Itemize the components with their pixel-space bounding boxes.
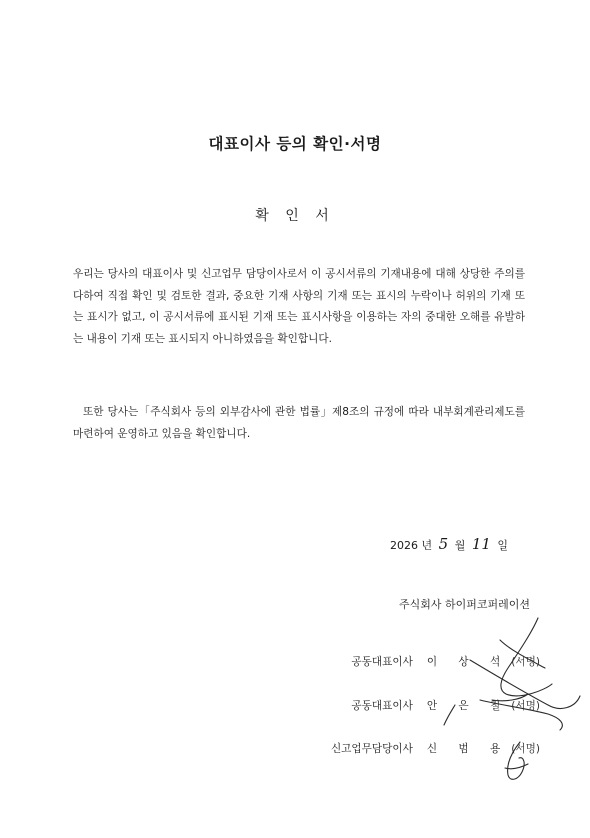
date-month: 5 xyxy=(438,535,449,553)
document-subtitle: 확 인 서 xyxy=(255,208,335,224)
signer-role: 신고업무담당이사 xyxy=(330,743,413,755)
signing-date xyxy=(390,535,540,553)
date-year: 2026 xyxy=(390,539,418,552)
signature-placeholder: (서명) xyxy=(511,743,540,755)
signer-role: 공동대표이사 xyxy=(351,656,413,668)
date-month-unit: 월 xyxy=(454,539,466,552)
signer-row xyxy=(300,698,540,713)
signature-placeholder: (서명) xyxy=(511,656,540,668)
signer-name: 안 은 철 xyxy=(426,700,510,712)
signer-name: 이 상 석 xyxy=(426,656,510,668)
date-day-unit: 일 xyxy=(497,539,509,552)
signer-row xyxy=(300,654,540,669)
document-title: 대표이사 등의 확인·서명 xyxy=(208,135,382,153)
date-day: 11 xyxy=(471,535,491,553)
confirmation-paragraph: 우리는 당사의 대표이사 및 신고업무 담당이사로서 이 공시서류의 기재내용에 대해 상당한 주의를 다하여 직접 확인 및 검토한 결과, 중요한 기재 사항의 기재 또는 표시의 누락이나 허위의 기재 또는 표시가 없고, 이 공시서류에 표시된 기재 또는 표시사항을 이용하는 자의 중대한 오해를 유발하는 내용이 기재 또는 표시되지 아니하였음을 확인합니다. xyxy=(73,268,525,345)
signer-role: 공동대표이사 xyxy=(351,700,413,712)
date-year-unit: 년 xyxy=(421,539,433,552)
signature-placeholder: (서명) xyxy=(511,700,540,712)
signer-name: 신 범 용 xyxy=(426,743,510,755)
signature-stroke xyxy=(505,764,528,769)
internal-control-paragraph: 또한 당사는「주식회사 등의 외부감사에 관한 법률」제8조의 규정에 따라 내부회계관리제도를 마련하여 운영하고 있음을 확인합니다. xyxy=(73,406,525,440)
company-name: 주식회사 하이퍼코퍼레이션 xyxy=(398,598,530,611)
signer-row xyxy=(300,741,540,756)
